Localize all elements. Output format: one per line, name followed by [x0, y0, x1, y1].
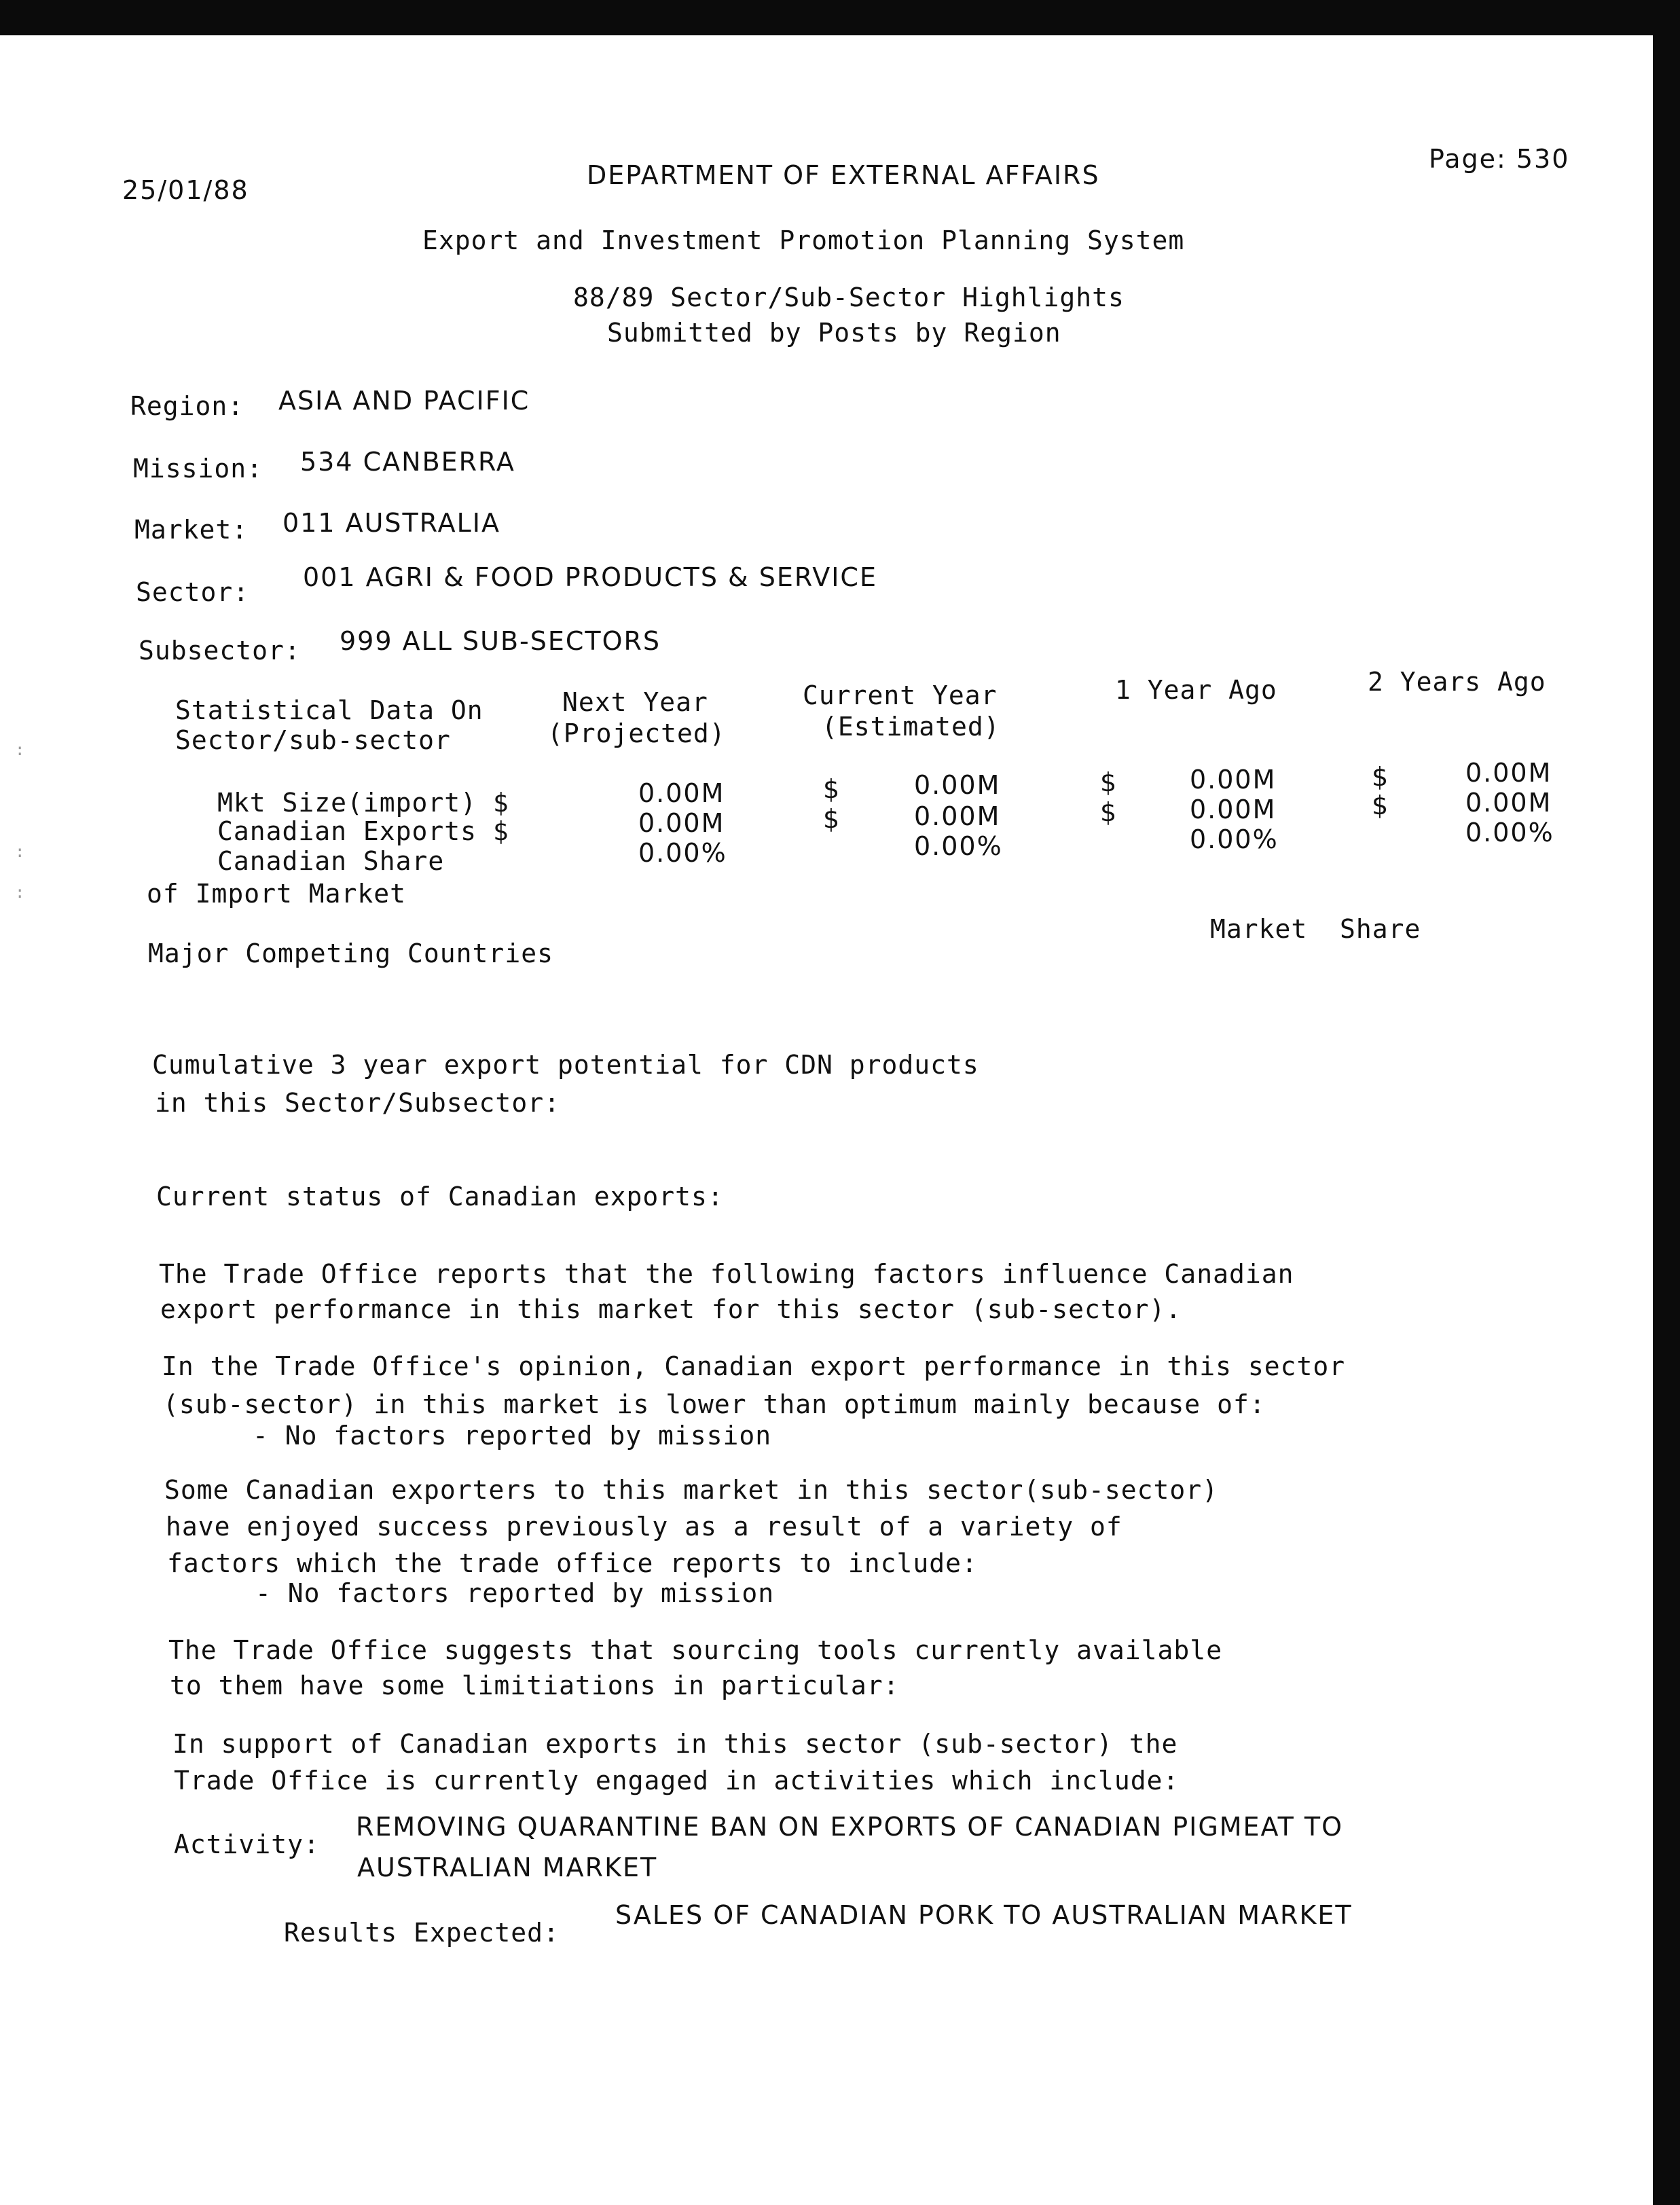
- cell-value: 0.00M: [914, 770, 1001, 800]
- cell-value: 0.00M: [1465, 758, 1552, 788]
- column-current-year: Current Year: [803, 680, 998, 710]
- column-next-year-note: (Projected): [547, 718, 726, 748]
- activity-line2: AUSTRALIAN MARKET: [357, 1853, 658, 1882]
- column-current-year-note: (Estimated): [822, 712, 1000, 742]
- page-number: Page: 530: [1429, 144, 1570, 174]
- cell-currency: $: [1100, 767, 1118, 797]
- mission-value: 534 CANBERRA: [300, 447, 515, 477]
- sector-label: Sector:: [136, 577, 250, 607]
- sourcing-line2: to them have some limitiations in particular:: [170, 1671, 900, 1700]
- opinion-line1: In the Trade Office's opinion, Canadian export performance in this sector: [162, 1351, 1346, 1381]
- market-value: 011 AUSTRALIA: [282, 508, 500, 538]
- row-label-mkt-size: Mkt Size(import) $: [217, 788, 509, 818]
- potential-line2: in this Sector/Subsector:: [155, 1088, 560, 1118]
- cell-value: 0.00M: [638, 808, 725, 838]
- row-label-canadian-exports: Canadian Exports $: [217, 816, 509, 846]
- factors-line2: export performance in this market for this sector (sub-sector).: [160, 1294, 1182, 1324]
- report-date: 25/01/88: [122, 175, 249, 205]
- market-share-heading: Market Share: [1210, 914, 1421, 944]
- competing-countries-label: Major Competing Countries: [148, 939, 553, 968]
- results-value: SALES OF CANADIAN PORK TO AUSTRALIAN MARKET: [615, 1900, 1353, 1930]
- stats-heading-line2: Sector/sub-sector: [175, 725, 451, 755]
- system-title: Export and Investment Promotion Planning System: [422, 225, 1185, 255]
- sector-value: 001 AGRI & FOOD PRODUCTS & SERVICE: [303, 562, 877, 592]
- row-label-canadian-share: Canadian Share: [217, 846, 445, 876]
- department-title: DEPARTMENT OF EXTERNAL AFFAIRS: [587, 160, 1100, 190]
- cell-currency: $: [823, 804, 841, 834]
- report-subtitle: Submitted by Posts by Region: [607, 318, 1061, 348]
- report-title: 88/89 Sector/Sub-Sector Highlights: [573, 283, 1125, 312]
- potential-line1: Cumulative 3 year export potential for CDN products: [152, 1050, 979, 1080]
- subsector-value: 999 ALL SUB-SECTORS: [340, 626, 661, 656]
- sourcing-line1: The Trade Office suggests that sourcing tools currently available: [168, 1635, 1223, 1665]
- column-2-years-ago: 2 Years Ago: [1368, 667, 1546, 697]
- activity-label: Activity:: [174, 1829, 320, 1859]
- scan-speck: :: [15, 740, 25, 759]
- opinion-line2: (sub-sector) in this market is lower than optimum mainly because of:: [163, 1389, 1266, 1419]
- cell-currency: $: [1372, 790, 1390, 820]
- scan-speck: :: [15, 883, 25, 902]
- cell-value: 0.00%: [1465, 818, 1554, 848]
- scan-speck: :: [15, 842, 25, 861]
- factors-line1: The Trade Office reports that the following factors influence Canadian: [159, 1259, 1294, 1289]
- success-line3: factors which the trade office reports to include:: [167, 1548, 978, 1578]
- activity-line1: REMOVING QUARANTINE BAN ON EXPORTS OF CANADIAN PIGMEAT TO: [356, 1812, 1344, 1842]
- results-label: Results Expected:: [284, 1918, 560, 1948]
- opinion-line3: - No factors reported by mission: [253, 1421, 772, 1451]
- cell-value: 0.00M: [1190, 765, 1277, 795]
- success-line1: Some Canadian exporters to this market in this sector(sub-sector): [164, 1475, 1219, 1505]
- status-line: Current status of Canadian exports:: [156, 1182, 724, 1211]
- cell-value: 0.00M: [1190, 795, 1277, 824]
- column-1-year-ago: 1 Year Ago: [1115, 675, 1277, 705]
- column-next-year: Next Year: [562, 687, 708, 717]
- mission-label: Mission:: [133, 454, 263, 484]
- cell-currency: $: [1372, 762, 1390, 792]
- region-label: Region:: [130, 391, 244, 421]
- cell-value: 0.00%: [1190, 824, 1279, 854]
- share-suffix: of Import Market: [147, 879, 407, 909]
- cell-value: 0.00%: [914, 831, 1003, 861]
- support-line2: Trade Office is currently engaged in activities which include:: [174, 1766, 1180, 1796]
- support-line1: In support of Canadian exports in this sector (sub-sector) the: [172, 1729, 1178, 1759]
- cell-value: 0.00M: [914, 801, 1001, 831]
- cell-currency: $: [1100, 797, 1118, 827]
- success-line2: have enjoyed success previously as a result of a variety of: [166, 1512, 1122, 1542]
- cell-value: 0.00M: [1465, 788, 1552, 818]
- success-line4: - No factors reported by mission: [255, 1578, 775, 1608]
- region-value: ASIA AND PACIFIC: [278, 386, 530, 416]
- subsector-label: Subsector:: [139, 636, 301, 666]
- cell-value: 0.00M: [638, 778, 725, 808]
- market-label: Market:: [134, 515, 249, 545]
- stats-heading-line1: Statistical Data On: [175, 695, 483, 725]
- cell-value: 0.00%: [638, 838, 727, 868]
- cell-currency: $: [823, 774, 841, 804]
